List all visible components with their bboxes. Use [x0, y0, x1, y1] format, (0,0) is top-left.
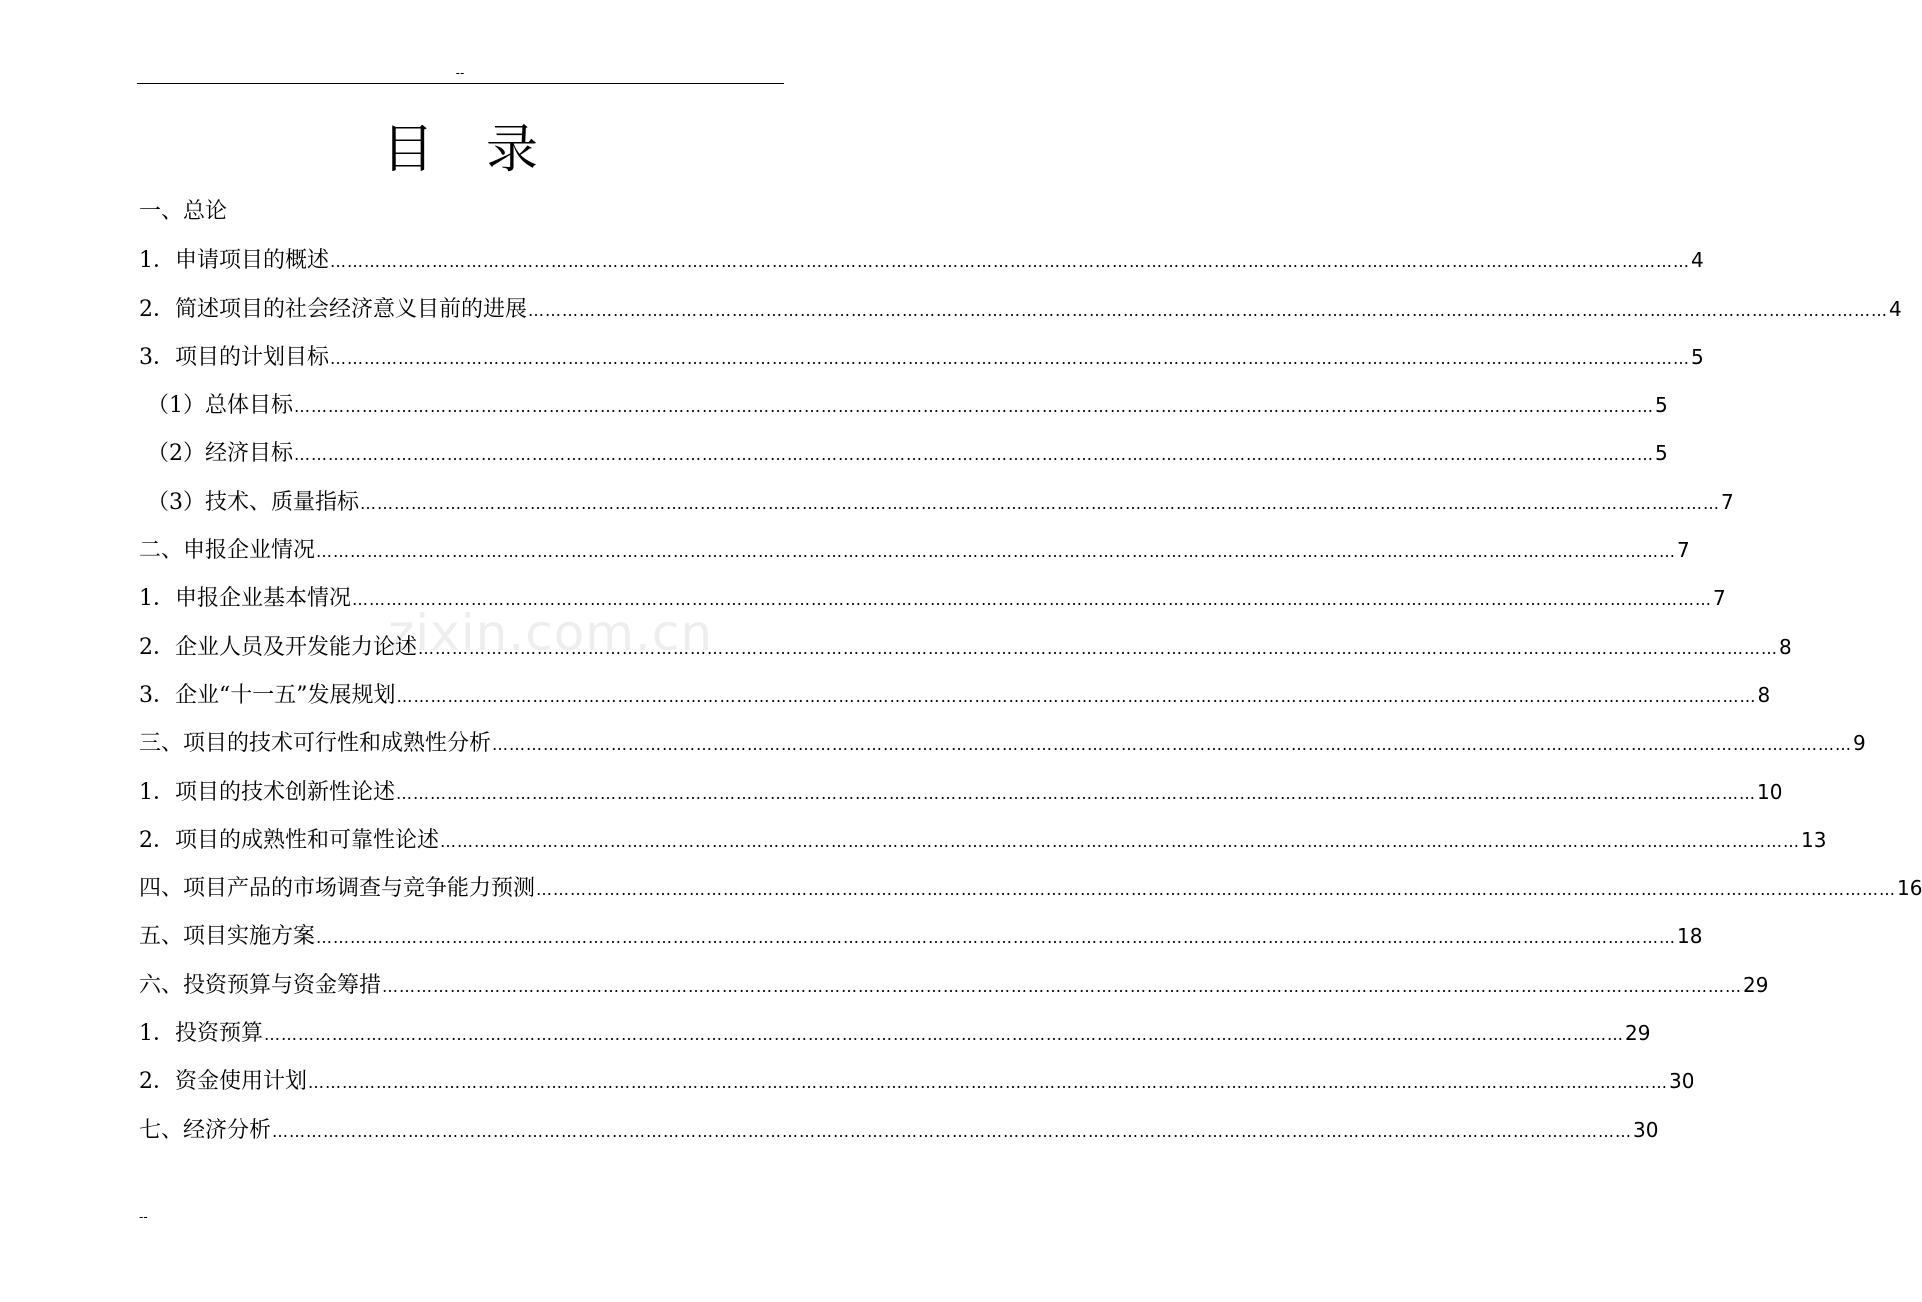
toc-dot-leader: ……………………………………………………………………………………………………………………………………………………………………………………………………………………	[330, 348, 1690, 368]
toc-entry-page-number: 4	[1691, 248, 1704, 273]
toc-entry-label: 二、申报企业情况	[139, 538, 316, 564]
toc-entry-page-number: 30	[1669, 1069, 1695, 1094]
table-of-contents	[139, 188, 1922, 1154]
toc-entry[interactable]	[139, 188, 721, 236]
toc-entry-page-number: 8	[1779, 634, 1792, 659]
toc-dot-leader: ……………………………………………………………………………………………………………………………………………………………………………………………………………………	[352, 590, 1712, 610]
toc-entry-label: 2．项目的成熟性和可靠性论述	[139, 827, 439, 853]
toc-entry-label: （2）经济目标	[147, 441, 293, 467]
header-rule	[137, 83, 784, 84]
toc-entry-label: 五、项目实施方案	[139, 924, 316, 950]
toc-entry-label: （1）总体目标	[147, 393, 293, 419]
toc-dot-leader: ……………………………………………………………………………………………………………………………………………………………………………………………………………………	[308, 1073, 1668, 1093]
toc-dot-leader: ……………………………………………………………………………………………………………………………………………………………………………………………………………………	[396, 686, 1757, 706]
toc-entry[interactable]	[139, 1106, 1659, 1154]
watermark: zixin.com.cn	[388, 604, 714, 662]
toc-entry-page-number: 7	[1713, 586, 1726, 611]
toc-entry-label: 三、项目的技术可行性和成熟性分析	[139, 731, 492, 757]
toc-entry-label: 2．企业人员及开发能力论述	[139, 634, 417, 660]
toc-entry-label: 3．企业“十一五”发展规划	[139, 682, 396, 708]
toc-entry[interactable]	[139, 236, 1704, 284]
toc-entry-page-number: 13	[1801, 827, 1827, 852]
toc-entry[interactable]	[139, 623, 1792, 671]
toc-entry[interactable]	[139, 478, 1734, 526]
toc-entry[interactable]	[139, 526, 1690, 574]
toc-entry-page-number: 7	[1677, 538, 1690, 563]
toc-entry-label: 七、经济分析	[139, 1117, 272, 1143]
toc-entry[interactable]	[139, 381, 1668, 429]
toc-entry-label: 六、投资预算与资金筹措	[139, 972, 382, 998]
toc-entry[interactable]	[139, 961, 1769, 1009]
toc-entry[interactable]	[139, 1057, 1695, 1105]
toc-dot-leader: ……………………………………………………………………………………………………………………………………………………………………………………………………………………	[536, 880, 1897, 900]
toc-entry-page-number: 9	[1853, 731, 1866, 756]
toc-entry-page-number: 5	[1655, 441, 1668, 466]
toc-dot-leader: ……………………………………………………………………………………………………………………………………………………………………………………………………………………	[440, 831, 1800, 851]
toc-dot-leader: ……………………………………………………………………………………………………………………………………………………………………………………………………………………	[316, 542, 1677, 562]
toc-entry[interactable]	[139, 1009, 1651, 1057]
toc-dot-leader: ……………………………………………………………………………………………………………………………………………………………………………………………………………………	[382, 976, 1743, 996]
page-header-mark: --	[455, 66, 465, 80]
toc-entry-page-number: 10	[1757, 779, 1783, 804]
toc-entry-label: 3．项目的计划目标	[139, 344, 329, 370]
toc-entry-page-number: 7	[1721, 489, 1734, 514]
toc-dot-leader: ……………………………………………………………………………………………………………………………………………………………………………………………………………………	[528, 300, 1888, 320]
toc-entry-label: 2．简述项目的社会经济意义目前的进展	[139, 296, 527, 322]
toc-entry[interactable]	[139, 285, 1902, 333]
toc-dot-leader: ……………………………………………………………………………………………………………………………………………………………………………………………………………………	[360, 493, 1720, 513]
toc-entry[interactable]	[139, 574, 1726, 622]
toc-entry-page-number: 4	[1889, 296, 1902, 321]
toc-entry[interactable]	[139, 429, 1668, 477]
toc-dot-leader: ……………………………………………………………………………………………………………………………………………………………………………………………………………………	[330, 252, 1690, 272]
toc-entry-page-number: 16	[1897, 876, 1922, 901]
toc-entry[interactable]	[139, 768, 1783, 816]
toc-dot-leader: ……………………………………………………………………………………………………………………………………………………………………………………………………………………	[492, 735, 1853, 755]
toc-entry[interactable]	[139, 333, 1704, 381]
toc-entry-page-number: 8	[1757, 682, 1771, 707]
toc-entry-page-number: 5	[1655, 393, 1668, 418]
toc-dot-leader: ……………………………………………………………………………………………………………………………………………………………………………………………………………………	[396, 783, 1756, 803]
toc-entry-label: 1．投资预算	[139, 1021, 263, 1047]
toc-dot-leader: ……………………………………………………………………………………………………………………………………………………………………………………………………………………	[272, 1121, 1633, 1141]
toc-entry-page-number: 30	[1633, 1117, 1659, 1142]
toc-dot-leader: ……………………………………………………………………………………………………………………………………………………………………………………………………………………	[294, 397, 1654, 417]
toc-entry-page-number: 18	[1677, 924, 1703, 949]
toc-entry-label: 2．资金使用计划	[139, 1069, 307, 1095]
toc-entry-page-number: 5	[1691, 344, 1704, 369]
toc-dot-leader: ……………………………………………………………………………………………………………………………………………………………………………………………………………………	[418, 638, 1778, 658]
page-footer-mark: --	[139, 1210, 148, 1224]
toc-entry-label: 1．项目的技术创新性论述	[139, 779, 395, 805]
toc-dot-leader: ……………………………………………………………………………………………………………………………………………………………………………………………………………………	[264, 1025, 1624, 1045]
toc-entry[interactable]	[139, 816, 1827, 864]
toc-dot-leader: ……………………………………………………………………………………………………………………………………………………………………………………………………………………	[294, 445, 1654, 465]
toc-dot-leader: ……………………………………………………………………………………………………………………………………………………………………………………………………………………	[316, 928, 1677, 948]
page-title: 目录	[381, 120, 590, 180]
toc-entry-label: 1．申请项目的概述	[139, 248, 329, 274]
toc-entry-label: 1．申报企业基本情况	[139, 586, 351, 612]
toc-entry[interactable]	[139, 864, 1922, 912]
toc-entry-page-number: 29	[1743, 972, 1769, 997]
toc-entry[interactable]	[139, 719, 1866, 767]
toc-entry-label: （3）技术、质量指标	[147, 489, 359, 515]
toc-entry[interactable]	[139, 671, 1771, 719]
toc-entry-label: 一、总论	[139, 199, 228, 224]
toc-entry-label: 四、项目产品的市场调查与竞争能力预测	[139, 876, 536, 902]
toc-entry-page-number: 29	[1625, 1021, 1651, 1046]
toc-entry[interactable]	[139, 912, 1703, 960]
